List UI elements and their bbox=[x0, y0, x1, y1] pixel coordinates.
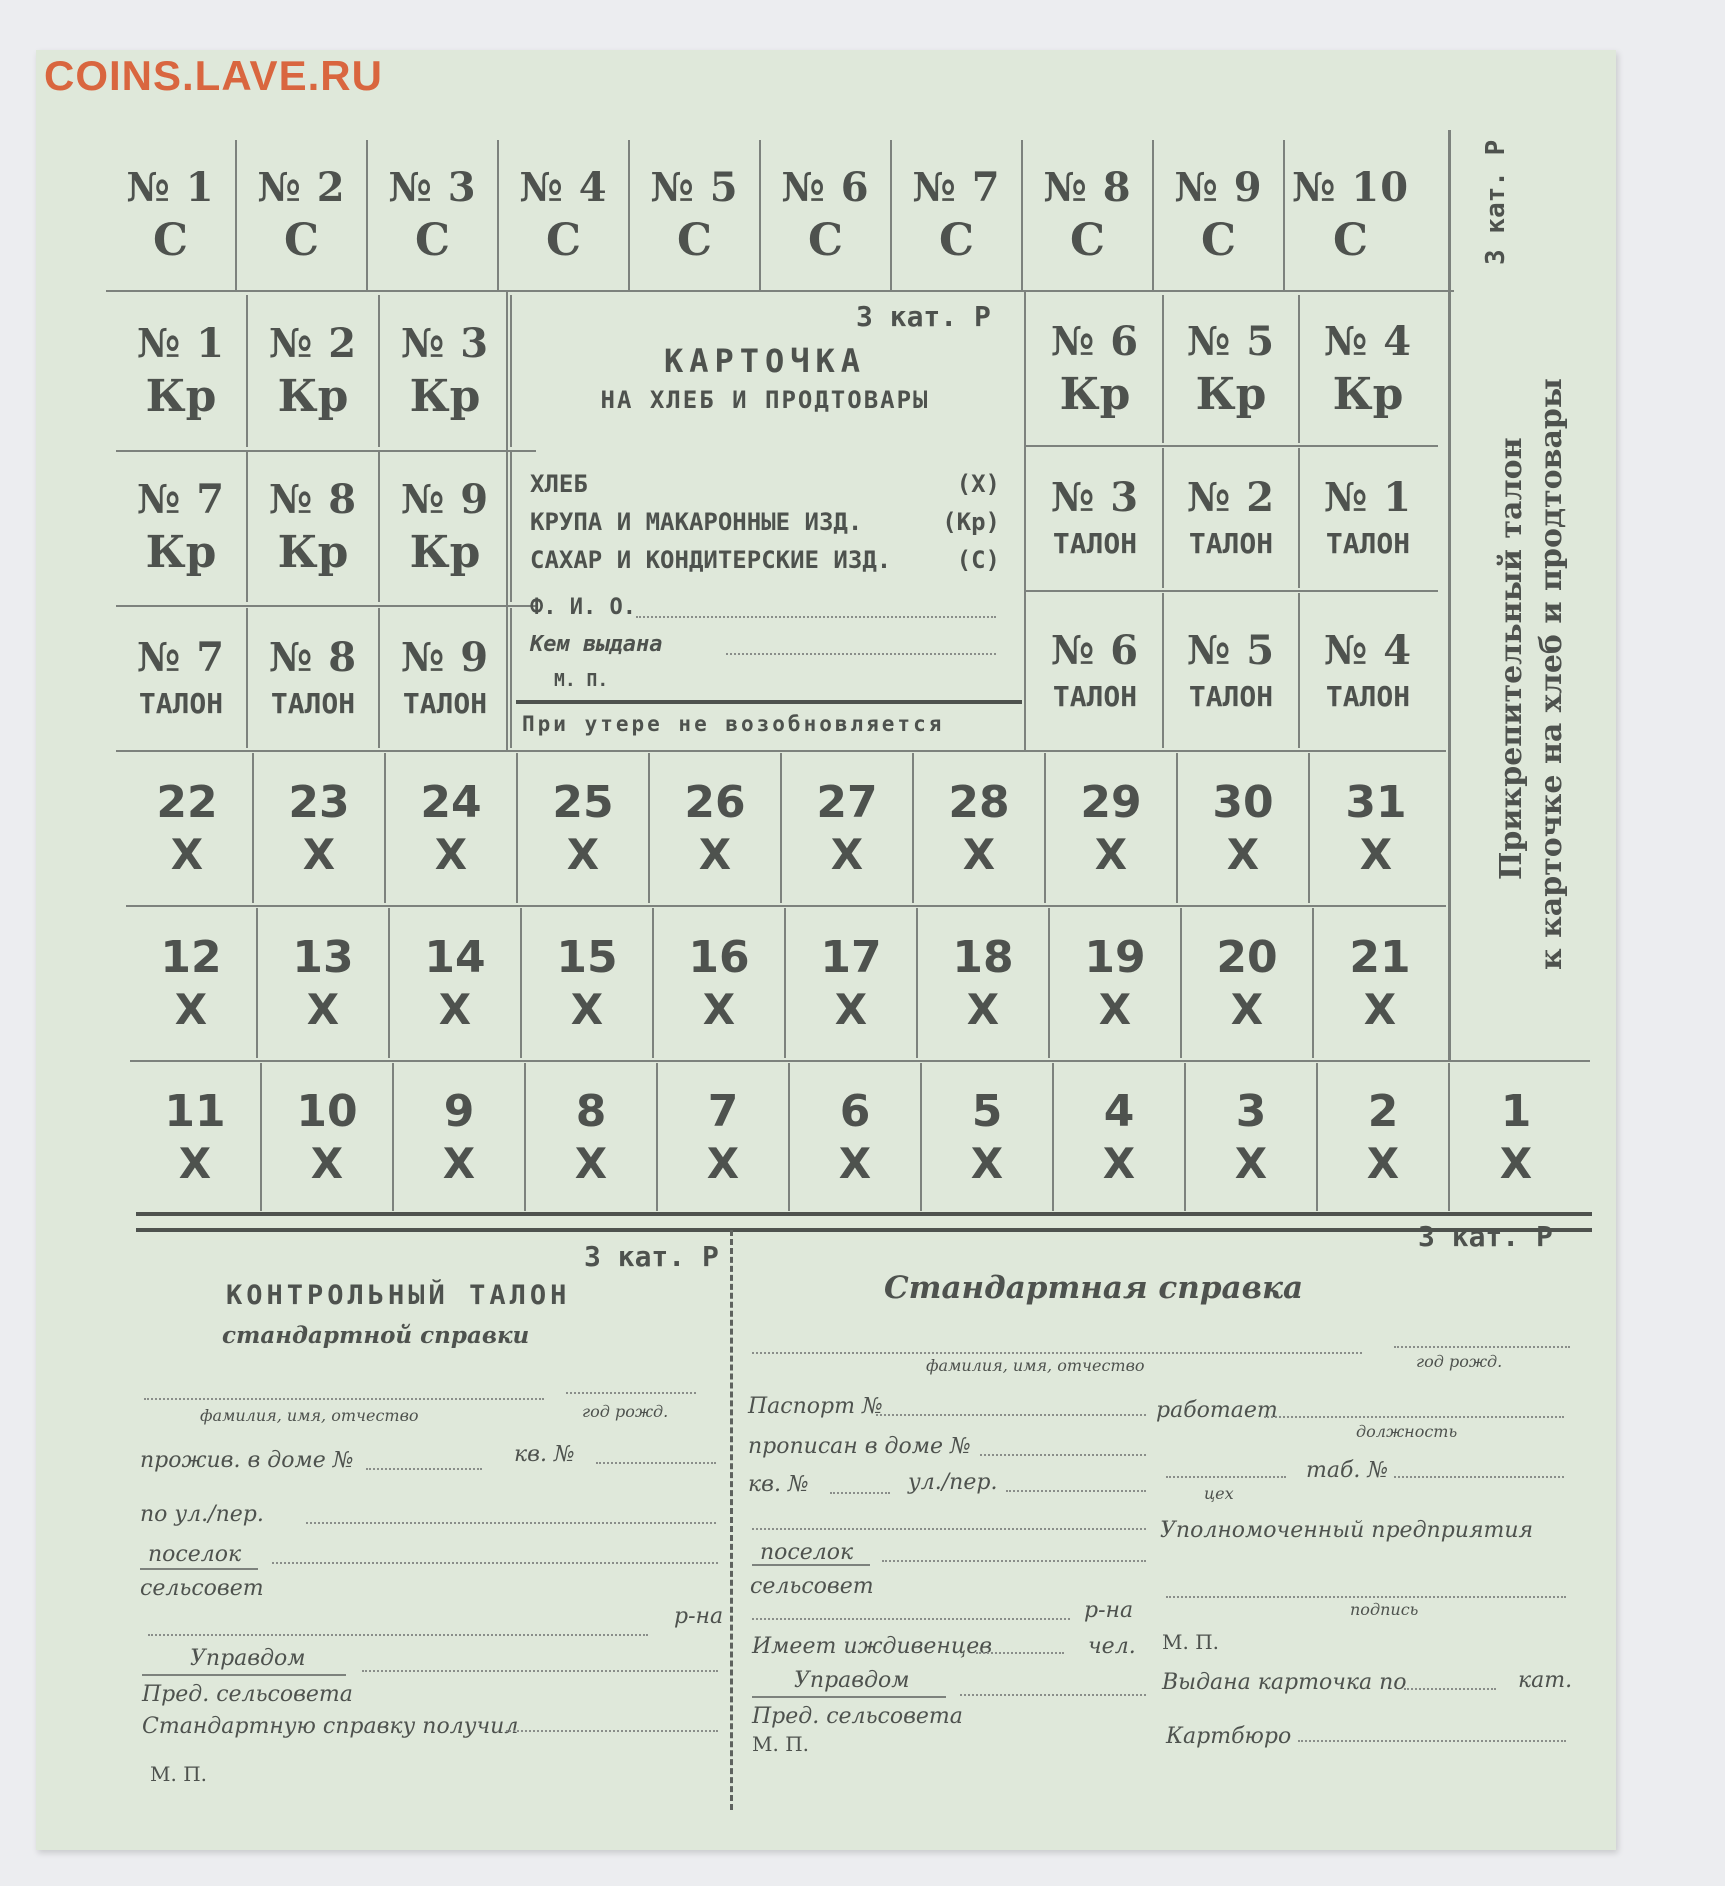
control-apt-label: кв. № bbox=[514, 1442, 575, 1467]
bread-coupon bbox=[1450, 1063, 1582, 1211]
control-title: КОНТРОЛЬНЫЙ ТАЛОН bbox=[226, 1280, 571, 1311]
bread-coupon bbox=[1182, 908, 1314, 1058]
bread-coupon-number: 7 bbox=[707, 1086, 739, 1137]
bread-coupon-code: Х bbox=[178, 1139, 212, 1188]
bread-coupon-code: Х bbox=[310, 1139, 344, 1188]
side-line-2: к карточке на хлеб и продтовары bbox=[1534, 378, 1569, 970]
standard-street-line bbox=[1006, 1490, 1146, 1492]
bread-coupon-code: Х bbox=[698, 830, 732, 879]
bread-coupon-number: 17 bbox=[820, 932, 882, 983]
s-coupon-code: С bbox=[938, 215, 975, 266]
s-coupon-code: С bbox=[152, 215, 189, 266]
s-coupon-number: № 5 bbox=[650, 164, 739, 211]
bread-coupon bbox=[650, 753, 782, 903]
standard-passport-line bbox=[876, 1414, 1146, 1416]
bread-coupon-code: Х bbox=[434, 830, 468, 879]
center-footer: При утере не возобновляется bbox=[522, 712, 945, 736]
fio-line bbox=[636, 616, 996, 618]
bread-coupon-number: 25 bbox=[552, 777, 614, 828]
bread-coupon-number: 4 bbox=[1103, 1086, 1135, 1137]
s-coupon-code: С bbox=[414, 215, 451, 266]
bread-coupon-number: 15 bbox=[556, 932, 618, 983]
standard-manager-underline bbox=[752, 1696, 946, 1698]
bread-coupon bbox=[1178, 753, 1310, 903]
s-coupon bbox=[630, 140, 761, 290]
control-district-line bbox=[148, 1634, 648, 1636]
control-category: 3 кат. Р bbox=[584, 1240, 719, 1273]
bread-coupon-code: Х bbox=[966, 985, 1000, 1034]
s-coupon bbox=[1154, 140, 1285, 290]
kr-coupon bbox=[1164, 295, 1300, 443]
bread-coupon bbox=[518, 753, 650, 903]
kr-coupon-number: № 6 bbox=[1050, 318, 1140, 365]
talon-coupon-number: № 7 bbox=[136, 634, 226, 681]
s-coupon-number: № 6 bbox=[781, 164, 870, 211]
kr-coupon-code: Кр bbox=[1332, 369, 1404, 420]
product-line bbox=[530, 470, 1000, 498]
divider-line bbox=[130, 1060, 1590, 1062]
s-coupon-number: № 7 bbox=[912, 164, 1001, 211]
divider-line bbox=[126, 905, 1446, 907]
divider-line bbox=[516, 700, 1022, 704]
talon-coupon-code: ТАЛОН bbox=[1188, 679, 1274, 713]
bread-coupon bbox=[126, 908, 258, 1058]
s-coupon-code: С bbox=[807, 215, 844, 266]
standard-passport-label: Паспорт № bbox=[748, 1394, 883, 1419]
standard-dependents-line bbox=[976, 1652, 1064, 1654]
kr-coupon-code: Кр bbox=[277, 371, 349, 422]
s-coupon-code: С bbox=[283, 215, 320, 266]
bread-coupon bbox=[122, 753, 254, 903]
product-name: КРУПА И МАКАРОННЫЕ ИЗД. bbox=[530, 508, 863, 536]
talon-coupon-number: № 2 bbox=[1186, 474, 1276, 521]
standard-workshop-caption: цех bbox=[1204, 1484, 1234, 1503]
kr-coupon-number: № 2 bbox=[268, 320, 358, 367]
standard-district-line bbox=[752, 1618, 1070, 1620]
bread-coupon-code: Х bbox=[1230, 985, 1264, 1034]
standard-workshop-line bbox=[1166, 1476, 1286, 1478]
s-coupon-code: С bbox=[1200, 215, 1237, 266]
s-coupon bbox=[237, 140, 368, 290]
s-coupon-code: С bbox=[676, 215, 713, 266]
standard-manager-label: Управдом bbox=[794, 1668, 910, 1693]
kr-coupon bbox=[380, 452, 512, 602]
talon-coupon-code: ТАЛОН bbox=[1188, 527, 1274, 560]
control-received-label: Стандартную справку получил bbox=[142, 1714, 519, 1739]
s-coupon-number: № 10 bbox=[1291, 164, 1410, 211]
s-coupon-number: № 3 bbox=[388, 164, 477, 211]
s-coupon bbox=[1285, 140, 1416, 290]
control-street-line bbox=[306, 1522, 716, 1524]
standard-birth-line bbox=[1394, 1346, 1570, 1348]
divider-line bbox=[1026, 590, 1438, 592]
control-village-label: сельсовет bbox=[140, 1576, 264, 1601]
bread-coupon-code: Х bbox=[1359, 830, 1393, 879]
control-subtitle: стандартной справки bbox=[222, 1322, 530, 1349]
bread-coupon-code: Х bbox=[830, 830, 864, 879]
standard-apt-label: кв. № bbox=[748, 1472, 809, 1497]
bread-coupon-number: 6 bbox=[839, 1086, 871, 1137]
divider-line bbox=[1026, 445, 1438, 447]
standard-birth-caption: год рожд. bbox=[1416, 1352, 1503, 1371]
standard-card-issued-label: Выдана карточка по bbox=[1162, 1670, 1407, 1695]
bread-coupon-code: Х bbox=[170, 830, 204, 879]
bread-coupon-code: Х bbox=[1234, 1139, 1268, 1188]
bread-coupon-number: 27 bbox=[816, 777, 878, 828]
control-settlement-line bbox=[272, 1562, 718, 1564]
talon-coupon-code: ТАЛОН bbox=[270, 687, 356, 720]
control-received-line bbox=[506, 1730, 718, 1732]
talon-coupon-number: № 3 bbox=[1050, 474, 1140, 521]
bread-coupon bbox=[262, 1063, 394, 1211]
s-coupon bbox=[499, 140, 630, 290]
control-apt-line bbox=[596, 1462, 716, 1464]
talon-coupon bbox=[1164, 593, 1300, 748]
control-birth-line bbox=[566, 1392, 696, 1394]
standard-registered-label: прописан в доме № bbox=[748, 1434, 971, 1459]
divider-line bbox=[1024, 292, 1026, 750]
standard-apt-line bbox=[830, 1492, 890, 1494]
bread-coupon-code: Х bbox=[1226, 830, 1260, 879]
talon-coupon-number: № 5 bbox=[1186, 626, 1276, 674]
kr-coupon-code: Кр bbox=[145, 527, 217, 578]
talon-coupon-number: № 9 bbox=[400, 634, 490, 681]
control-chairman-label: Пред. сельсовета bbox=[142, 1682, 353, 1707]
kr-coupon-number: № 7 bbox=[136, 476, 226, 523]
standard-chairman-label: Пред. сельсовета bbox=[752, 1704, 963, 1729]
standard-persons-label: чел. bbox=[1088, 1634, 1136, 1659]
center-mp: М. П. bbox=[554, 670, 609, 691]
bread-coupon-number: 13 bbox=[292, 932, 354, 983]
bread-coupon-number: 19 bbox=[1084, 932, 1146, 983]
divider-line bbox=[116, 605, 536, 607]
talon-coupon bbox=[1300, 448, 1436, 588]
talon-coupon-code: ТАЛОН bbox=[138, 687, 224, 720]
bread-coupon-number: 10 bbox=[296, 1086, 358, 1137]
standard-works-line bbox=[1264, 1416, 1564, 1418]
manager-underline bbox=[142, 1674, 346, 1676]
divider-line bbox=[506, 292, 508, 750]
control-house-label: прожив. в доме № bbox=[140, 1448, 354, 1473]
kr-coupon-code: Кр bbox=[1059, 369, 1131, 420]
bread-coupon bbox=[130, 1063, 262, 1211]
bread-coupon bbox=[782, 753, 914, 903]
talon-coupon bbox=[380, 608, 512, 748]
center-category: 3 кат. Р bbox=[856, 300, 991, 333]
kr-coupon bbox=[116, 295, 248, 447]
bread-coupon-code: Х bbox=[570, 985, 604, 1034]
bread-coupon-number: 29 bbox=[1080, 777, 1142, 828]
kr-coupon bbox=[1028, 295, 1164, 443]
bread-coupon-code: Х bbox=[1366, 1139, 1400, 1188]
control-birth-caption: год рожд. bbox=[582, 1402, 669, 1421]
divider-line bbox=[116, 750, 1446, 752]
issued-by-line bbox=[726, 653, 996, 655]
control-manager-label: Управдом bbox=[190, 1646, 306, 1671]
bread-coupon-code: Х bbox=[838, 1139, 872, 1188]
bread-coupon-number: 3 bbox=[1235, 1086, 1267, 1137]
standard-title: Стандартная справка bbox=[884, 1270, 1304, 1306]
standard-settlement-line bbox=[882, 1560, 1146, 1562]
bread-coupon-number: 28 bbox=[948, 777, 1010, 828]
bread-coupon-code: Х bbox=[438, 985, 472, 1034]
s-coupon-code: С bbox=[1332, 215, 1369, 266]
talon-coupon-code: ТАЛОН bbox=[1325, 527, 1411, 560]
bread-coupon bbox=[390, 908, 522, 1058]
kr-coupon bbox=[380, 295, 512, 447]
kr-coupon bbox=[248, 295, 380, 447]
standard-signature-caption: подпись bbox=[1350, 1600, 1419, 1619]
kr-coupon-number: № 5 bbox=[1186, 318, 1276, 365]
s-coupon-number: № 9 bbox=[1174, 164, 1263, 211]
s-coupon bbox=[1023, 140, 1154, 290]
bread-coupon bbox=[1318, 1063, 1450, 1211]
control-fio-caption: фамилия, имя, отчество bbox=[200, 1406, 419, 1425]
control-settlement-label: поселок bbox=[148, 1542, 242, 1567]
control-mp: М. П. bbox=[150, 1762, 207, 1786]
bread-coupon-code: Х bbox=[962, 830, 996, 879]
standard-registered-line bbox=[980, 1454, 1146, 1456]
side-stub-divider bbox=[1448, 130, 1451, 1060]
product-code: (Кр) bbox=[942, 508, 1000, 536]
bread-coupon bbox=[254, 753, 386, 903]
bread-coupon bbox=[790, 1063, 922, 1211]
cut-line bbox=[136, 1212, 1592, 1216]
s-coupon-number: № 2 bbox=[257, 164, 346, 211]
kr-coupon-number: № 8 bbox=[268, 476, 358, 523]
standard-village-label: сельсовет bbox=[750, 1574, 874, 1599]
bread-coupon bbox=[654, 908, 786, 1058]
standard-category: 3 кат. Р bbox=[1418, 1220, 1553, 1253]
center-title: КАРТОЧКА bbox=[663, 342, 867, 380]
s-coupon-number: № 8 bbox=[1043, 164, 1132, 211]
standard-bureau-label: Картбюро bbox=[1166, 1724, 1292, 1749]
kr-coupon-number: № 9 bbox=[400, 476, 490, 523]
product-name: САХАР И КОНДИТЕРСКИЕ ИЗД. bbox=[530, 546, 892, 574]
standard-street-label: ул./пер. bbox=[908, 1470, 998, 1495]
talon-coupon bbox=[248, 608, 380, 748]
bread-coupon-number: 1 bbox=[1500, 1086, 1532, 1137]
bread-coupon bbox=[1050, 908, 1182, 1058]
bread-coupon bbox=[1314, 908, 1446, 1058]
s-coupon bbox=[761, 140, 892, 290]
standard-card-issued-line bbox=[1404, 1688, 1496, 1690]
standard-signature-line bbox=[1166, 1596, 1566, 1598]
standard-authorized-label: Уполномоченный предприятия bbox=[1160, 1518, 1534, 1543]
bread-coupon bbox=[258, 908, 390, 1058]
bread-coupon bbox=[786, 908, 918, 1058]
bread-coupon-number: 22 bbox=[156, 777, 218, 828]
bread-coupon-code: Х bbox=[574, 1139, 608, 1188]
talon-coupon bbox=[1164, 448, 1300, 588]
ration-card-sheet bbox=[36, 50, 1616, 1850]
bread-coupon bbox=[658, 1063, 790, 1211]
bread-coupon-code: Х bbox=[174, 985, 208, 1034]
bread-coupon-number: 9 bbox=[443, 1086, 475, 1137]
kr-coupon-code: Кр bbox=[1195, 369, 1267, 420]
bread-coupon bbox=[1054, 1063, 1186, 1211]
divider-line bbox=[106, 290, 1454, 292]
fio-label: Ф. И. О. bbox=[530, 595, 636, 620]
talon-coupon-number: № 8 bbox=[268, 634, 358, 681]
bread-coupon-number: 21 bbox=[1349, 932, 1411, 983]
bread-coupon-number: 26 bbox=[684, 777, 746, 828]
bread-coupon-number: 24 bbox=[420, 777, 482, 828]
product-line bbox=[530, 546, 1000, 574]
control-manager-line bbox=[362, 1670, 718, 1672]
kr-coupon-number: № 3 bbox=[400, 320, 490, 367]
bread-coupon-code: Х bbox=[302, 830, 336, 879]
bread-coupon-number: 14 bbox=[424, 932, 486, 983]
s-coupon-number: № 4 bbox=[519, 164, 608, 211]
tear-line bbox=[730, 1230, 733, 1810]
bread-coupon-number: 8 bbox=[575, 1086, 607, 1137]
bread-coupon bbox=[522, 908, 654, 1058]
bread-coupon-number: 30 bbox=[1212, 777, 1274, 828]
talon-coupon-number: № 1 bbox=[1323, 474, 1413, 521]
standard-tab-line bbox=[1394, 1476, 1564, 1478]
product-code: (С) bbox=[956, 546, 1000, 574]
control-district-label: р-на bbox=[674, 1604, 724, 1629]
bread-coupon-code: Х bbox=[1363, 985, 1397, 1034]
talon-coupon-code: ТАЛОН bbox=[1325, 679, 1411, 713]
bread-coupon-number: 23 bbox=[288, 777, 350, 828]
bread-coupon-code: Х bbox=[1094, 830, 1128, 879]
kr-coupon-number: № 4 bbox=[1323, 318, 1413, 365]
bread-coupon bbox=[394, 1063, 526, 1211]
kr-coupon-code: Кр bbox=[409, 527, 481, 578]
bread-coupon-code: Х bbox=[566, 830, 600, 879]
standard-manager-line bbox=[960, 1694, 1146, 1696]
standard-dependents-label: Имеет иждивенцев bbox=[752, 1634, 993, 1659]
side-category: 3 кат. Р bbox=[1481, 139, 1511, 265]
bread-coupon bbox=[922, 1063, 1054, 1211]
issued-by-label: Кем выдана bbox=[530, 632, 663, 657]
bread-coupon-number: 5 bbox=[971, 1086, 1003, 1137]
bread-coupon-number: 31 bbox=[1345, 777, 1407, 828]
standard-mp: М. П. bbox=[752, 1732, 809, 1756]
standard-works-label: работает bbox=[1156, 1398, 1278, 1423]
standard-bureau-line bbox=[1298, 1740, 1566, 1742]
talon-coupon bbox=[116, 608, 248, 748]
bread-coupon-code: Х bbox=[970, 1139, 1004, 1188]
watermark-text: COINS.LAVE.RU bbox=[44, 52, 383, 99]
kr-coupon bbox=[116, 452, 248, 602]
standard-extra-line bbox=[752, 1528, 1146, 1530]
bread-coupon bbox=[1186, 1063, 1318, 1211]
standard-settlement-underline bbox=[752, 1564, 870, 1566]
talon-coupon-number: № 4 bbox=[1323, 626, 1413, 674]
side-line-1: Прикрепительный талон bbox=[1494, 437, 1529, 880]
bread-coupon-number: 16 bbox=[688, 932, 750, 983]
s-coupon-code: С bbox=[545, 215, 582, 266]
product-line bbox=[530, 508, 1000, 536]
bread-coupon-code: Х bbox=[1499, 1139, 1533, 1188]
s-coupon-number: № 1 bbox=[126, 164, 215, 211]
talon-coupon bbox=[1028, 448, 1164, 588]
standard-position-caption: должность bbox=[1356, 1422, 1458, 1441]
bread-coupon-number: 2 bbox=[1367, 1086, 1399, 1137]
standard-fio-line bbox=[752, 1352, 1362, 1354]
talon-coupon bbox=[1028, 593, 1164, 748]
standard-kat-label: кат. bbox=[1518, 1668, 1573, 1693]
talon-coupon-code: ТАЛОН bbox=[1052, 679, 1138, 713]
settlement-underline bbox=[140, 1568, 258, 1570]
s-coupon-code: С bbox=[1069, 215, 1106, 266]
standard-settlement-label: поселок bbox=[760, 1540, 854, 1565]
s-coupon bbox=[368, 140, 499, 290]
standard-fio-caption: фамилия, имя, отчество bbox=[926, 1356, 1145, 1375]
kr-coupon bbox=[1300, 295, 1436, 443]
bread-coupon bbox=[914, 753, 1046, 903]
bread-coupon-code: Х bbox=[834, 985, 868, 1034]
kr-coupon-number: № 1 bbox=[136, 320, 226, 367]
standard-district-label: р-на bbox=[1084, 1598, 1134, 1623]
bread-coupon-code: Х bbox=[702, 985, 736, 1034]
product-code: (Х) bbox=[956, 470, 1000, 498]
standard-mp-2: М. П. bbox=[1162, 1630, 1219, 1654]
talon-coupon-code: ТАЛОН bbox=[1052, 527, 1138, 560]
bread-coupon bbox=[386, 753, 518, 903]
product-name: ХЛЕБ bbox=[530, 470, 588, 498]
talon-coupon bbox=[1300, 593, 1436, 748]
bread-coupon bbox=[526, 1063, 658, 1211]
talon-coupon-number: № 6 bbox=[1050, 626, 1140, 674]
kr-coupon-code: Кр bbox=[409, 371, 481, 422]
bread-coupon-number: 12 bbox=[160, 932, 222, 983]
bread-coupon bbox=[1046, 753, 1178, 903]
bread-coupon bbox=[1310, 753, 1442, 903]
kr-coupon bbox=[248, 452, 380, 602]
control-fio-line bbox=[144, 1398, 544, 1400]
bread-coupon-code: Х bbox=[1098, 985, 1132, 1034]
bread-coupon-number: 18 bbox=[952, 932, 1014, 983]
bread-coupon-number: 11 bbox=[164, 1086, 226, 1137]
standard-tab-label: таб. № bbox=[1306, 1458, 1389, 1483]
center-subtitle: НА ХЛЕБ И ПРОДТОВАРЫ bbox=[600, 386, 930, 414]
control-house-line bbox=[366, 1468, 482, 1470]
s-coupon bbox=[892, 140, 1023, 290]
bread-coupon bbox=[918, 908, 1050, 1058]
bread-coupon-code: Х bbox=[706, 1139, 740, 1188]
bread-coupon-number: 20 bbox=[1216, 932, 1278, 983]
control-street-label: по ул./пер. bbox=[140, 1502, 264, 1527]
bread-coupon-code: Х bbox=[1102, 1139, 1136, 1188]
talon-coupon-code: ТАЛОН bbox=[402, 687, 488, 720]
kr-coupon-code: Кр bbox=[277, 527, 349, 578]
cut-line bbox=[136, 1228, 1592, 1232]
kr-coupon-code: Кр bbox=[145, 371, 217, 422]
bread-coupon-code: Х bbox=[306, 985, 340, 1034]
bread-coupon-code: Х bbox=[442, 1139, 476, 1188]
s-coupon bbox=[106, 140, 237, 290]
